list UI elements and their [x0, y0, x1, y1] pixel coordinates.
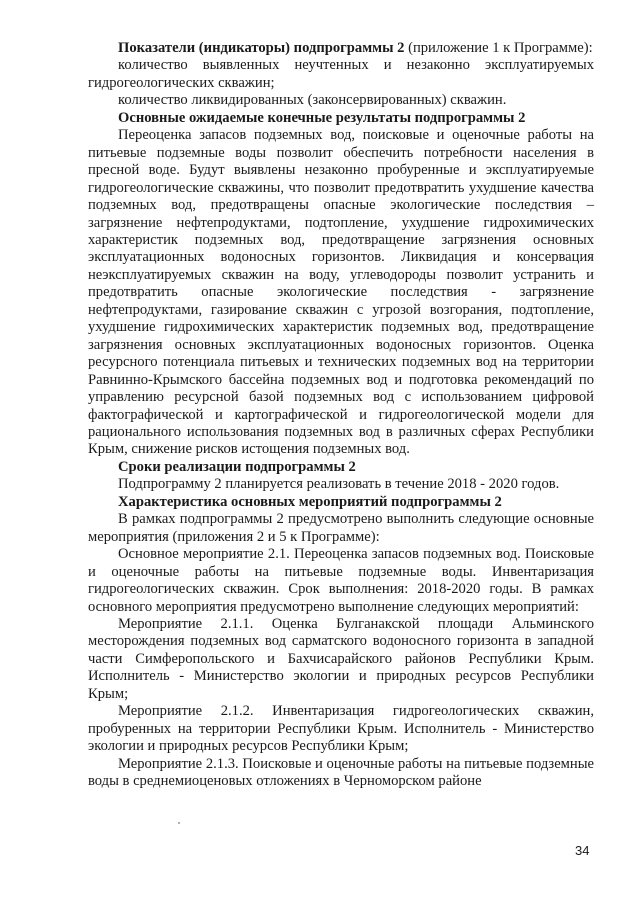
- measures-intro: В рамках подпрограммы 2 предусмотрено выполнить следующие основные мероприятия (приложения 2 и 5 к Программе):: [88, 511, 594, 545]
- document-page: [88, 40, 594, 790]
- measure-item: Мероприятие 2.1.1. Оценка Булганакской площади Альминского месторождения подземных вод сарматского водоносного горизонта в западной части Симферопольского и Бахчисарайского районов Республики Крым. Исполнитель - Министерство экологии и природных ресурсов Республики Крым;: [88, 615, 594, 702]
- results-heading: Основные ожидаемые конечные результаты подпрограммы 2: [118, 109, 526, 126]
- timing-paragraph: Подпрограмму 2 планируется реализовать в течение 2018 - 2020 годов.: [118, 476, 560, 493]
- indicators-heading: [88, 40, 594, 57]
- measures-heading: Характеристика основных мероприятий подпрограммы 2: [118, 493, 502, 510]
- page-number: 34: [575, 843, 590, 858]
- indicators-heading-bold: Показатели (индикаторы) подпрограммы 2: [118, 40, 405, 56]
- timing-heading: Сроки реализации подпрограммы 2: [118, 458, 356, 475]
- main-measure-paragraph: Основное мероприятие 2.1. Переоценка запасов подземных вод. Поисковые и оценочные работы на питьевые подземные воды. Инвентаризация гидрогеологических скважин. Срок выполнения: 2018-2020 годы. В рамках основного мероприятия предусмотрено выполнение следующих мероприятий:: [88, 546, 594, 615]
- measure-item: Мероприятие 2.1.2. Инвентаризация гидрогеологических скважин, пробуренных на территории Республики Крым. Исполнитель - Министерство экологии и природных ресурсов Республики Крым;: [88, 703, 594, 755]
- scan-speck: [178, 822, 180, 824]
- indicator-item: количество выявленных неучтенных и незаконно эксплуатируемых гидрогеологических скважин;: [88, 57, 594, 91]
- results-paragraph: Переоценка запасов подземных вод, поисковые и оценочные работы на питьевые подземные воды позволит обеспечить потребности населения в пресной воде. Будут выявлены незаконно пробуренные и эксплуатируемые гидрогеологические скважины, что позволит предотвратить ухудшение качества подземных вод, предотвращены опасные экологические последствия – загрязнение нефтепродуктами, подтопление, ухудшение гидрохимических характеристик подземных вод, предотвращение загрязнения основных эксплуатационных водоносных горизонтов. Ликвидация и консервация неэксплуатируемых скважин на воду, углеводороды позволит устранить и предотвратить опасные экологические последствия - загрязнение нефтепродуктами, газирование скважин с угрозой возгорания, подтопление, ухудшение гидрохимических характеристик подземных вод, предотвращение загрязнения основных эксплуатационных водоносных горизонтов. Оценка ресурсного потенциала питьевых и технических подземных вод на территории Равнинно-Крымского бассейна подземных вод и подготовка рекомендаций по управлению ресурсной базой подземных вод с использованием цифровой фактографической и картографической и гидрогеологической модели для рационального использования подземных вод в различных сферах Республики Крым, снижение рисков истощения подземных вод.: [88, 127, 594, 458]
- indicators-heading-rest: (приложение 1 к Программе):: [404, 40, 593, 56]
- indicator-item: количество ликвидированных (законсервированных) скважин.: [118, 92, 507, 109]
- measure-item: Мероприятие 2.1.3. Поисковые и оценочные работы на питьевые подземные воды в среднемиоценовых отложениях в Черноморском районе: [88, 755, 594, 790]
